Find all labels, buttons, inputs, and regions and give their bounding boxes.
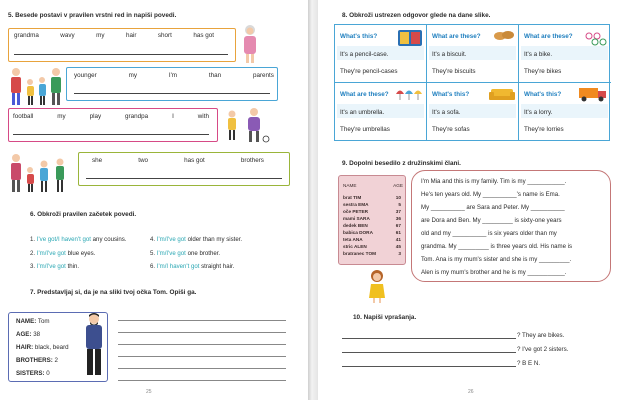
item-number: 6. [150, 263, 156, 270]
sofa-icon [489, 86, 515, 102]
answer-line-3[interactable] [13, 134, 209, 135]
writing-line[interactable] [118, 320, 286, 321]
option-text[interactable]: I'm/I've got [36, 263, 66, 270]
answer-text: ? They are bikes. [517, 332, 565, 339]
word: hair [125, 32, 137, 39]
option-text[interactable]: I've got/I haven't got [36, 236, 91, 243]
card-label: SISTERS: [16, 370, 45, 377]
text-line[interactable]: I'm Mia and this is my family. Tim is my ___________. [421, 178, 567, 185]
answer-option[interactable]: They're biscuits [432, 68, 476, 75]
card-hair-row [16, 344, 69, 351]
table-row [343, 216, 401, 221]
writing-line[interactable] [118, 380, 286, 381]
sentence-1[interactable] [30, 236, 127, 243]
word: my [96, 32, 105, 39]
table-cell: brat TIM [343, 195, 362, 200]
card-name-row [16, 318, 50, 325]
writing-line[interactable] [118, 332, 286, 333]
word: two [138, 157, 149, 164]
card-value: black, beard [33, 344, 69, 351]
answer-option[interactable]: They're lorries [524, 126, 564, 133]
table-cell: oče PETER [343, 209, 369, 214]
word-row-1 [14, 32, 214, 39]
answer-option[interactable]: They're pencil-cases [340, 68, 398, 75]
table-row [343, 209, 401, 214]
answer-option[interactable]: They're umbrellas [340, 126, 390, 133]
answer-line-2[interactable] [74, 93, 270, 94]
family-table [338, 175, 406, 265]
table-cell: bratranec TOM [343, 251, 376, 256]
table-cell: 36 [395, 216, 401, 221]
word: my [57, 113, 66, 120]
grid-cell-bikes [519, 25, 611, 83]
word: play [89, 113, 102, 120]
text-line[interactable]: Tom. Ana is my mum's sister and she is my _________. [421, 256, 572, 263]
option-text[interactable]: I'm/I've got [156, 236, 186, 243]
word-row-4 [92, 157, 264, 164]
card-label: NAME: [16, 318, 37, 325]
text-line[interactable]: He's ten years old. My __________'s name is Ema. [421, 191, 560, 198]
sentence-4[interactable] [150, 236, 242, 243]
card-value: Tom [36, 318, 50, 325]
answer-text: ? B E N. [517, 360, 541, 367]
family-illustration-2 [8, 150, 72, 194]
table-cell: 3 [398, 251, 401, 256]
sentence-rest: straight hair. [199, 263, 235, 270]
tom-illustration [82, 312, 106, 378]
sentence-6[interactable] [150, 263, 234, 270]
table-header [343, 183, 403, 188]
writing-line[interactable] [118, 368, 286, 369]
family-illustration-1 [8, 64, 68, 106]
grid-cell-biscuits [427, 25, 519, 83]
question-text: What are these? [432, 33, 481, 40]
table-cell: 37 [395, 209, 401, 214]
grid-cell-umbrellas [335, 83, 427, 141]
sentence-rest: any cousins. [90, 236, 127, 243]
answer-option[interactable]: It's an umbrella. [340, 109, 385, 116]
word: my [128, 72, 137, 79]
biscuits-icon [493, 28, 515, 42]
answer-option[interactable]: It's a lorry. [524, 109, 553, 116]
question-text: What's this? [524, 91, 562, 98]
word: than [208, 72, 222, 79]
exercise-7-title: 7. Predstavljaj si, da je na sliki tvoj očka Tom. Opiši ga. [30, 289, 197, 296]
word: wavy [60, 32, 75, 39]
header-cell: AGE [393, 183, 403, 188]
table-row [343, 230, 401, 235]
picture-grid [334, 24, 610, 141]
answer-option[interactable]: It's a pencil-case. [340, 51, 389, 58]
answer-option[interactable]: They're sofas [432, 126, 470, 133]
item-number: 3. [30, 263, 36, 270]
item-number: 1. [30, 236, 36, 243]
grid-cell-pencil-case [335, 25, 427, 83]
card-label: AGE: [16, 331, 32, 338]
writing-line[interactable] [118, 356, 286, 357]
speech-bubble [411, 170, 611, 282]
answer-option[interactable]: It's a sofa. [432, 109, 461, 116]
card-label: HAIR: [16, 344, 34, 351]
exercise-10-title: 10. Napiši vprašanja. [353, 314, 417, 321]
question-line[interactable] [342, 338, 516, 339]
table-cell: 61 [395, 230, 401, 235]
card-value: 0 [44, 370, 50, 377]
card-sisters-row [16, 370, 50, 377]
page-number: 26 [468, 389, 474, 395]
lorry-icon [578, 86, 608, 102]
table-row [343, 202, 401, 207]
table-cell: 67 [395, 223, 401, 228]
word: brothers [240, 157, 264, 164]
sentence-rest: one brother. [185, 250, 221, 257]
bikes-icon [584, 28, 608, 46]
word: short [157, 32, 172, 39]
table-cell: 5 [398, 202, 401, 207]
text-line[interactable]: grandma. My _________ is three years old. His name is [421, 243, 573, 250]
table-row [343, 223, 401, 228]
table-cell: 10 [395, 195, 401, 200]
mia-illustration [366, 268, 388, 304]
header-cell: NAME [343, 183, 357, 188]
answer-line-1[interactable] [14, 54, 228, 55]
writing-line[interactable] [118, 344, 286, 345]
word: has got [193, 32, 214, 39]
table-cell: teta ANA [343, 237, 363, 242]
question-text: What are these? [524, 33, 573, 40]
sentence-5[interactable] [150, 250, 220, 257]
sentence-rest: older than my sister. [185, 236, 243, 243]
sentence-rest: thin. [65, 263, 80, 270]
sentence-rest: blue eyes. [65, 250, 96, 257]
word: I'm [168, 72, 178, 79]
word-row-3 [13, 113, 209, 120]
exercise-9-title: 9. Dopolni besedilo z družinskimi člani. [342, 160, 461, 167]
item-number: 2. [30, 250, 36, 257]
question-text: What's this? [340, 33, 378, 40]
answer-line-4[interactable] [86, 178, 282, 179]
table-cell: sestra EMA [343, 202, 369, 207]
word: with [197, 113, 209, 120]
answer-option[interactable]: It's a biscuit. [432, 51, 467, 58]
option-text[interactable]: I'm/I haven't got [156, 263, 200, 270]
book-gutter [308, 0, 318, 400]
question-line[interactable] [342, 352, 516, 353]
table-cell: dedek BEN [343, 223, 368, 228]
exercise-8-title: 8. Obkroži ustrezen odgovor glede na dane slike. [342, 12, 491, 19]
table-row [343, 244, 401, 249]
table-row [343, 237, 401, 242]
word: football [13, 113, 34, 120]
grid-cell-lorry [519, 83, 611, 141]
pencil-case-icon [397, 28, 423, 48]
card-brothers-row [16, 357, 58, 364]
word: grandma [14, 32, 39, 39]
text-line[interactable]: are Dora and Ben. My _________ is sixty-one years [421, 217, 562, 224]
question-text: What's this? [432, 91, 470, 98]
sentence-3[interactable] [30, 263, 79, 270]
item-number: 4. [150, 236, 156, 243]
card-label: BROTHERS: [16, 357, 53, 364]
card-value: 38 [31, 331, 41, 338]
word: younger [74, 72, 97, 79]
left-page [0, 0, 308, 400]
question-line[interactable] [342, 366, 516, 367]
table-row [343, 195, 401, 200]
word: grandpa [125, 113, 149, 120]
umbrellas-icon [395, 86, 423, 102]
right-page [318, 0, 625, 400]
table-row [343, 251, 401, 256]
card-value: 2 [52, 357, 58, 364]
table-cell: 45 [395, 244, 401, 249]
option-text[interactable]: I'm/I've got [36, 250, 66, 257]
option-text[interactable]: I'm/I've got [156, 250, 186, 257]
word: has got [184, 157, 205, 164]
item-number: 5. [150, 250, 156, 257]
grandpa-football-illustration [224, 104, 270, 144]
answer-option[interactable]: It's a bike. [524, 51, 553, 58]
table-cell: stric ALEN [343, 244, 367, 249]
table-cell: 41 [395, 237, 401, 242]
text-line[interactable]: old and my __________ is six years older than my [421, 230, 557, 237]
page-number: 25 [146, 389, 152, 395]
word: parents [252, 72, 274, 79]
table-cell: babica DORA [343, 230, 373, 235]
text-line[interactable]: My __________ are Sara and Peter. My __________ [421, 204, 565, 211]
text-line[interactable]: Alen is my mum's brother and he is my ___________. [421, 269, 567, 276]
word: she [92, 157, 103, 164]
answer-option[interactable]: They're bikes [524, 68, 562, 75]
sentence-2[interactable] [30, 250, 95, 257]
grid-cell-sofa [427, 83, 519, 141]
exercise-6-title: 6. Obkroži pravilen začetek povedi. [30, 211, 137, 218]
answer-text: ? I've got 2 sisters. [517, 346, 569, 353]
question-text: What are these? [340, 91, 389, 98]
exercise-5-title: 5. Besede postavi v pravilen vrstni red in napiši povedi. [8, 12, 177, 19]
word-row-2 [74, 72, 274, 79]
grandma-illustration [238, 24, 262, 64]
card-age-row [16, 331, 40, 338]
word: I [172, 113, 174, 120]
table-cell: mami SARA [343, 216, 370, 221]
